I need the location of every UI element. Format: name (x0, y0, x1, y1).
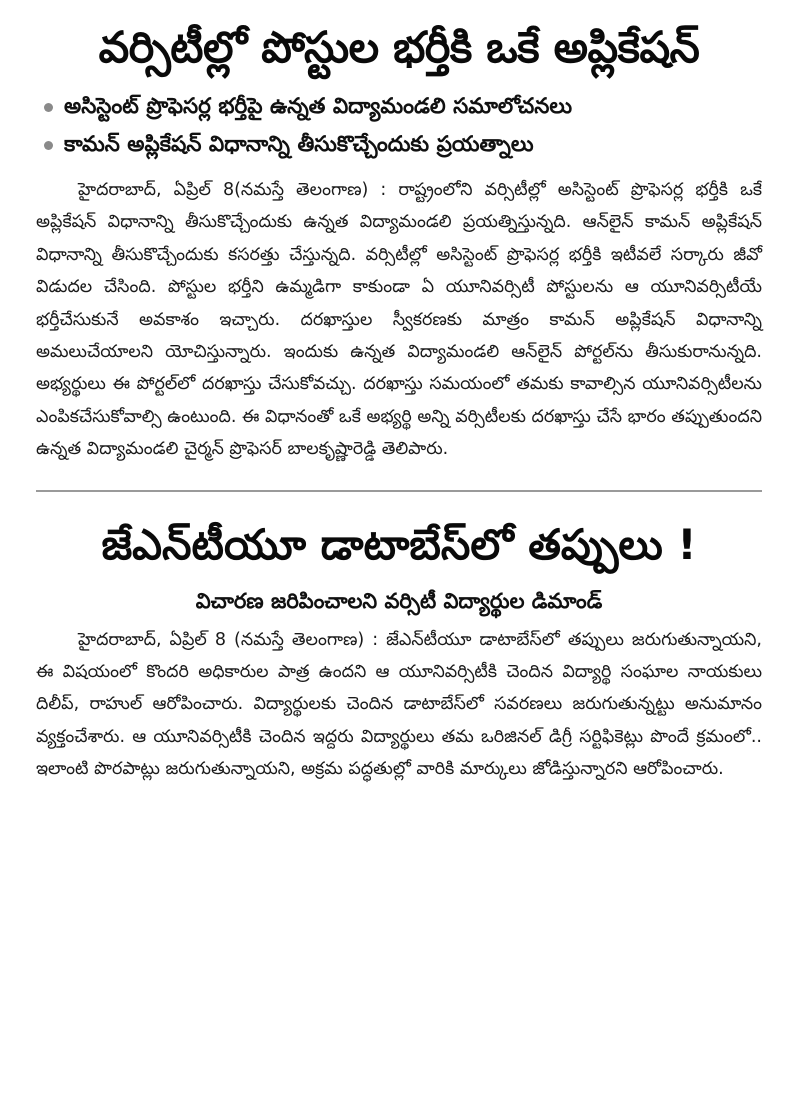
highlight-text: అసిస్టెంట్ ప్రొఫెసర్ల భర్తీపై ఉన్నత విద్యామండలి సమాలోచనలు (64, 94, 573, 119)
article-2-subheadline: విచారణ జరిపించాలని వర్సిటీ విద్యార్థుల డిమాండ్ (195, 588, 603, 613)
article-1-highlights (36, 88, 762, 164)
article-1-body: హైదరాబాద్, ఏప్రిల్ 8(నమస్తే తెలంగాణ) : రాష్ట్రంలోని వర్సిటీల్లో అసిస్టెంట్ ప్రొఫెసర్ల భర్తీకి ఒకే అప్లికేషన్ విధానాన్ని తీసుకొచ్చేందుకు ఉన్నత విద్యామండలి ప్రయత్నిస్తున్నది. ఆన్‌లైన్ కామన్ అప్లికేషన్ విధానాన్ని తీసుకొచ్చేందుకు కసరత్తు చేస్తున్నది. వర్సిటీల్లో అసిస్టెంట్ ప్రొఫెసర్ల భర్తీకి ఇటీవలే సర్కారు జీవో విడుదల చేసింది. పోస్టుల భర్తీని ఉమ్మడిగా కాకుండా ఏ యూనివర్సిటీ పోస్టులను ఆ యూనివర్సిటీయే భర్తీచేసుకునే అవకాశం ఇచ్చారు. దరఖాస్తుల స్వీకరణకు మాత్రం కామన్ అప్లికేషన్ విధానాన్ని అమలుచేయాలని యోచిస్తున్నారు. ఇందుకు ఉన్నత విద్యామండలి ఆన్‌లైన్ పోర్టల్‌ను తీసుకురానున్నది. అభ్యర్థులు ఈ పోర్టల్‌లో దరఖాస్తు చేసుకోవచ్చు. దరఖాస్తు సమయంలో తమకు కావాల్సిన యూనివర్సిటీలను ఎంపికచేసుకోవాల్సి ఉంటుంది. ఈ విధానంతో ఒకే అభ్యర్థి అన్ని వర్సిటీలకు దరఖాస్తు చేసే భారం తప్పుతుందని ఉన్నత విద్యామండలి చైర్మన్ ప్రొఫెసర్ బాలకృష్ణారెడ్డి తెలిపారు. (36, 180, 762, 460)
article-2-headline: జేఎన్‌టీయూ డాటాబేస్‌లో తప్పులు ! (101, 519, 697, 569)
highlight-text: కామన్ అప్లికేషన్ విధానాన్ని తీసుకొచ్చేందుకు ప్రయత్నాలు (64, 132, 534, 157)
highlight-item (36, 126, 762, 164)
article-university-application (36, 0, 762, 466)
bullet-dot-icon (44, 103, 53, 112)
highlight-item (36, 88, 762, 126)
article-jntu-database (36, 492, 762, 786)
article-2-body: హైదరాబాద్, ఏప్రిల్ 8 (నమస్తే తెలంగాణ) : జేఎన్‌టీయూ డాటాబేస్‌లో తప్పులు జరుగుతున్నాయని, ఈ విషయంలో కొందరి అధికారుల పాత్ర ఉందని ఆ యూనివర్సిటీకి చెందిన విద్యార్థి సంఘాల నాయకులు దిలీప్, రాహుల్ ఆరోపించారు. విద్యార్థులకు చెందిన డాటాబేస్‌లో సవరణలు జరుగుతున్నట్టు అనుమానం వ్యక్తంచేశారు. ఆ యూనివర్సిటీకి చెందిన ఇద్దరు విద్యార్థులు తమ ఒరిజినల్ డిగ్రీ సర్టిఫికెట్లు పొందే క్రమంలో.. ఇలాంటి పొరపాట్లు జరుగుతున్నాయని, అక్రమ పద్ధతుల్లో వారికి మార్కులు జోడిస్తున్నారని ఆరోపించారు. (36, 629, 762, 780)
bullet-dot-icon (44, 141, 53, 150)
article-1-headline: వర్సిటీల్లో పోస్టుల భర్తీకి ఒకే అప్లికేషన్ (98, 23, 700, 73)
